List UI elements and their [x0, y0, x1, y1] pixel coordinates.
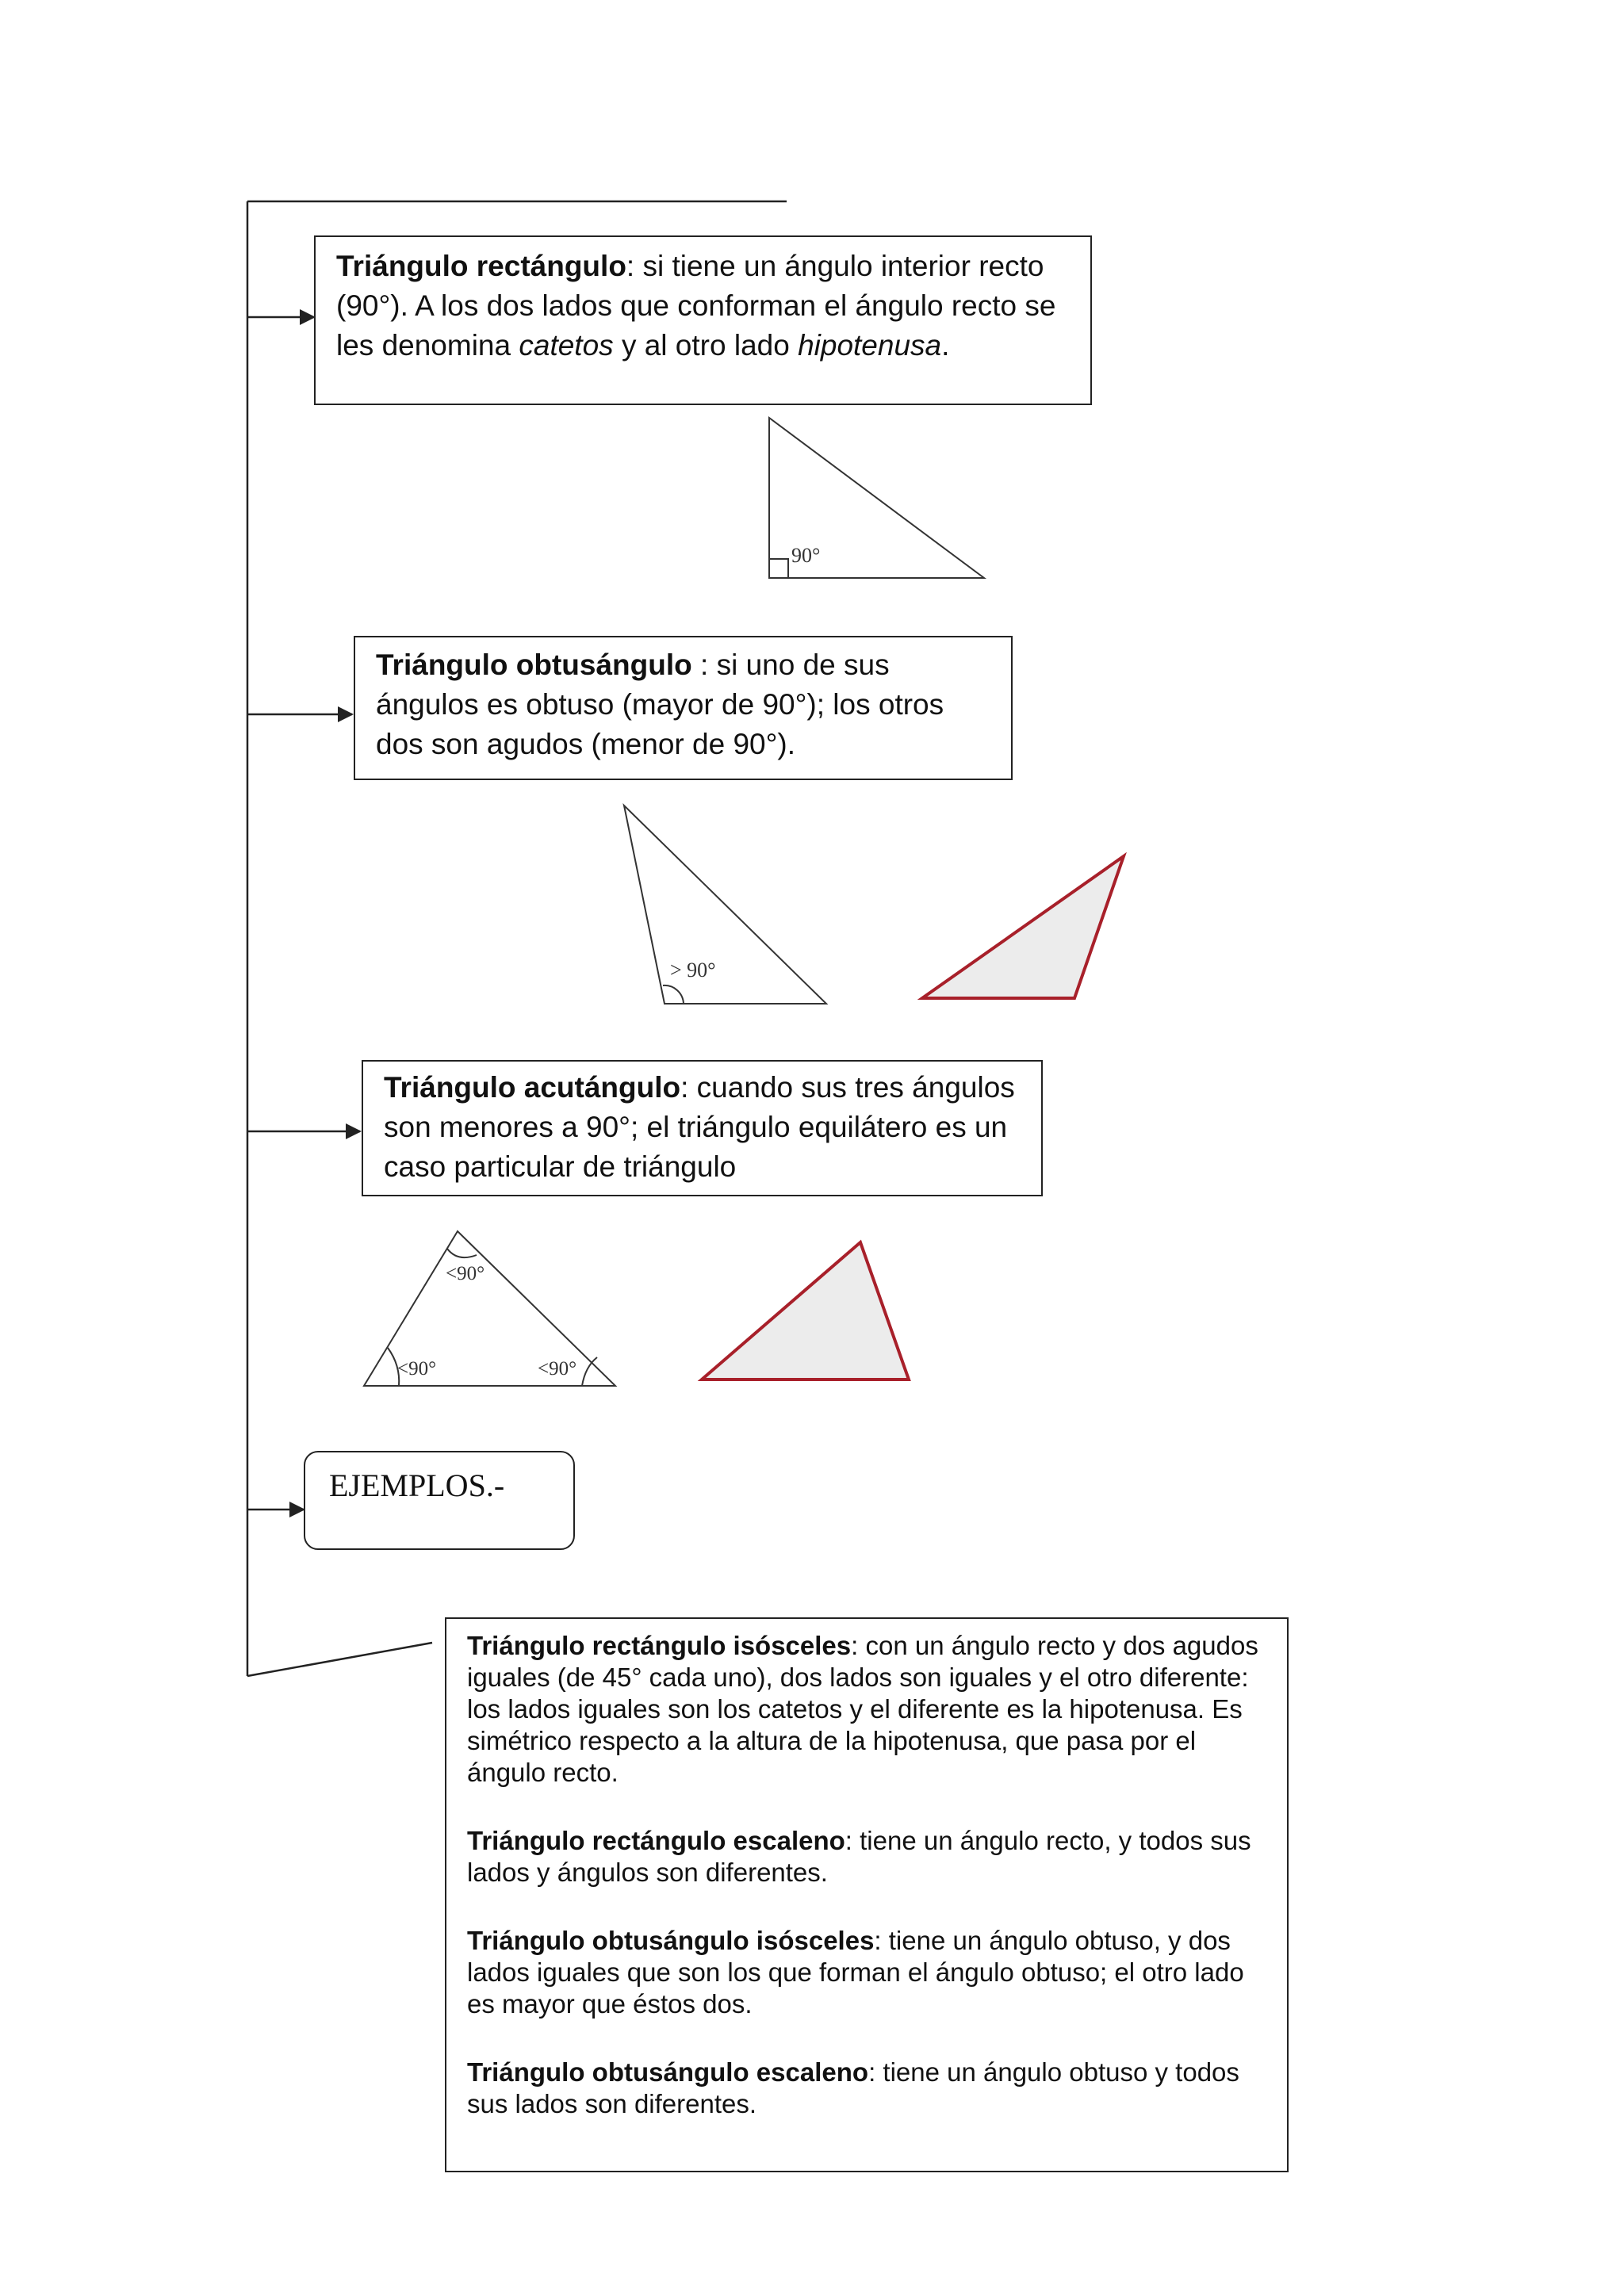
card-rectangulo-text2: y al otro lado: [613, 329, 799, 362]
acute-triangle-figure: [364, 1231, 615, 1386]
card-acutangulo-text: : cuando sus tres ángulos son menores a 90°; el triángulo equilátero es un caso particular de triángulo: [384, 1071, 1015, 1183]
card-rectangulo-text1: : si tiene un ángulo interior recto (90°). A los dos lados que conforman el ángulo recto se les denomina: [336, 250, 1056, 362]
card-rectangulo: [314, 235, 1092, 405]
example-text: : tiene un ángulo obtuso, y dos lados iguales que son los que forman el ángulo obtuso; el otro lado es mayor que éstos dos.: [467, 1926, 1244, 2019]
example-title: Triángulo obtusángulo isósceles: [467, 1926, 875, 1955]
example-item: [467, 2057, 1266, 2120]
example-title: Triángulo obtusángulo escaleno: [467, 2057, 869, 2087]
acute-angle-label-top: <90°: [446, 1263, 485, 1284]
term-catetos: catetos: [519, 329, 614, 362]
obtuse-angle-label: > 90°: [670, 959, 716, 982]
obtuse-triangle-figure: [624, 806, 826, 1004]
card-obtusangulo: [354, 636, 1013, 780]
right-angle-label: 90°: [791, 544, 821, 567]
right-triangle-figure: [769, 418, 984, 578]
acute-triangle-red: [702, 1242, 909, 1380]
example-item: [467, 1925, 1266, 2020]
card-acutangulo-title: Triángulo acutángulo: [384, 1071, 681, 1104]
example-title: Triángulo rectángulo isósceles: [467, 1631, 852, 1660]
ejemplos-label: EJEMPLOS.-: [329, 1468, 505, 1503]
card-obtusangulo-title: Triángulo obtusángulo: [376, 649, 692, 681]
acute-angle-label-left: <90°: [397, 1358, 437, 1380]
ejemplos-box: [304, 1451, 575, 1550]
obtuse-triangle-red: [922, 856, 1124, 998]
example-item: [467, 1630, 1266, 1789]
card-rectangulo-text3: .: [941, 329, 950, 362]
card-rectangulo-title: Triángulo rectángulo: [336, 250, 626, 282]
card-obtusangulo-text: : si uno de sus ángulos es obtuso (mayor de 90°); los otros dos son agudos (menor de 90°).: [376, 649, 944, 760]
example-text: : con un ángulo recto y dos agudos iguales (de 45° cada uno), dos lados son iguales y el otro diferente: los lados iguales son los catetos y el diferente es la hipotenusa. Es simétrico respecto a la altura de la hipotenusa, que pasa por el ángulo recto.: [467, 1631, 1258, 1787]
acute-angle-label-right: <90°: [538, 1358, 577, 1380]
example-title: Triángulo rectángulo escaleno: [467, 1826, 845, 1855]
example-text: : tiene un ángulo recto, y todos sus lados y ángulos son diferentes.: [467, 1826, 1251, 1887]
term-hipotenusa: hipotenusa: [798, 329, 942, 362]
examples-box: [445, 1617, 1289, 2172]
example-text: : tiene un ángulo obtuso y todos sus lados son diferentes.: [467, 2057, 1239, 2118]
example-item: [467, 1825, 1266, 1888]
card-acutangulo: [362, 1060, 1043, 1196]
